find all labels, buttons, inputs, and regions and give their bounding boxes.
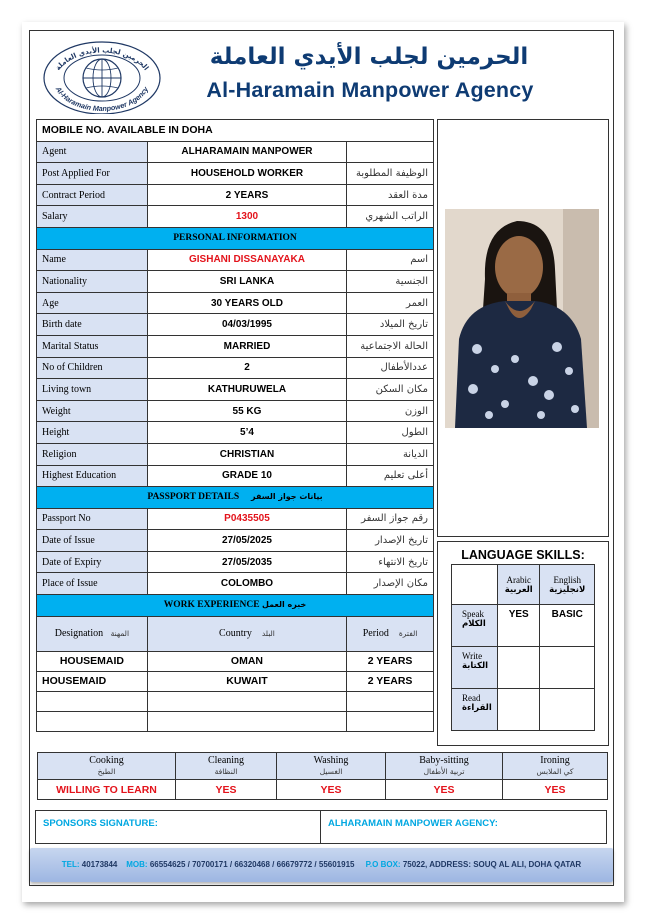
work-header-designation [37, 616, 148, 651]
skill-value-baby-sitting: YES [386, 780, 503, 800]
field-value-salary: 1300 [147, 206, 346, 228]
footer-tel: 40173844 [81, 860, 118, 869]
work-header-country-ar: البلد [261, 629, 275, 639]
lang-english-speak: BASIC [540, 605, 595, 647]
field-label: Place of Issue [37, 573, 148, 595]
field-label: Weight [37, 400, 148, 422]
field-label-ar [347, 141, 434, 163]
field-value-nationality: SRI LANKA [147, 271, 346, 293]
lang-row-label: Read [462, 693, 481, 703]
field-value-date-of-issue: 27/05/2025 [147, 530, 346, 552]
logo-english-text: Al-Haramain Manpower Agency [53, 84, 151, 114]
field-label: Highest Education [37, 465, 148, 487]
section-work-experience [37, 595, 434, 617]
work-header-country-label: Country [219, 628, 252, 640]
field-label-ar: اسم [347, 249, 434, 271]
work-header-period [347, 616, 434, 651]
field-label: Contract Period [37, 184, 148, 206]
field-label-ar: الوزن [347, 400, 434, 422]
lang-corner [452, 565, 498, 605]
field-value-birth-date: 04/03/1995 [147, 314, 346, 336]
field-value-children: 2 [147, 357, 346, 379]
field-label: Agent [37, 141, 148, 163]
lang-row-read [452, 689, 498, 731]
logo-arabic-text: الحرمين لجلب الأيدي العاملة [53, 46, 151, 72]
work-period: 2 YEARS [347, 651, 434, 671]
field-value-post: HOUSEHOLD WORKER [147, 163, 346, 185]
sponsor-signature-label: SPONSORS SIGNATURE: [43, 818, 158, 829]
lang-row-label: Write [462, 651, 483, 661]
field-label-ar: رقم جواز السفر [347, 508, 434, 530]
lang-col-arabic [498, 565, 540, 605]
agency-title-english: Al-Haramain Manpower Agency [206, 78, 534, 102]
agency-logo [41, 38, 163, 114]
applicant-photo [445, 209, 599, 428]
field-label: Passport No [37, 508, 148, 530]
work-header-period-ar: الفترة [398, 629, 418, 639]
field-value-religion: CHRISTIAN [147, 443, 346, 465]
work-country [147, 691, 346, 711]
field-label-ar: مدة العقد [347, 184, 434, 206]
field-label-ar: تاريخ الانتهاء [347, 551, 434, 573]
field-value-name: GISHANI DISSANAYAKA [147, 249, 346, 271]
skill-header-baby-sitting [386, 753, 503, 780]
lang-row-label-ar: الكتابة [462, 661, 489, 671]
field-label-ar: الديانة [347, 443, 434, 465]
skill-value-ironing: YES [503, 780, 608, 800]
work-designation: HOUSEMAID [37, 671, 148, 691]
lang-arabic-speak: YES [498, 605, 540, 647]
field-value-height: 5’4 [147, 422, 346, 444]
skill-header-cooking [38, 753, 176, 780]
field-value-living-town: KATHURUWELA [147, 379, 346, 401]
field-label: Height [37, 422, 148, 444]
footer-po-label: P.O BOX: [365, 860, 401, 869]
lang-row-write [452, 647, 498, 689]
language-skills-title: LANGUAGE SKILLS: [461, 548, 585, 562]
field-value-age: 30 YEARS OLD [147, 292, 346, 314]
field-label-ar: تاريخ الإصدار [347, 530, 434, 552]
field-value-marital-status: MARRIED [147, 335, 346, 357]
skill-name: Baby-sitting [419, 755, 469, 766]
lang-col-arabic-label: Arabic [506, 574, 531, 585]
work-header-period-label: Period [362, 628, 389, 640]
lang-col-english [540, 565, 595, 605]
work-title-ar: خبره العمل [261, 600, 307, 610]
skill-name: Washing [313, 755, 349, 766]
field-label: Post Applied For [37, 163, 148, 185]
section-passport-details [37, 487, 434, 509]
footer-mob: 66554625 / 70700171 / 66320468 / 66679772 / 55601915 [149, 860, 355, 869]
field-value-weight: 55 KG [147, 400, 346, 422]
section-personal-information: PERSONAL INFORMATION [37, 227, 434, 249]
field-label: Living town [37, 379, 148, 401]
passport-title-ar: بيانات جواز السفر [251, 492, 323, 502]
lang-col-english-ar: لانجليزية [549, 584, 586, 595]
skill-header-washing [277, 753, 386, 780]
skill-header-ironing [503, 753, 608, 780]
skill-name: Cooking [89, 755, 124, 766]
skill-header-cleaning [176, 753, 277, 780]
field-label-ar: الطول [347, 422, 434, 444]
lang-arabic-write [498, 647, 540, 689]
lang-row-label: Speak [462, 609, 484, 619]
field-label: Date of Issue [37, 530, 148, 552]
work-header-designation-ar: المهنة [110, 629, 130, 639]
applicant-details-table [36, 119, 434, 732]
skill-name-ar: الطبخ [97, 767, 116, 776]
lang-col-english-label: English [553, 574, 581, 585]
field-label: Religion [37, 443, 148, 465]
skill-value-washing: YES [277, 780, 386, 800]
field-label-ar: الراتب الشهري [347, 206, 434, 228]
lang-col-arabic-ar: العربية [504, 584, 533, 595]
work-header-country [147, 616, 346, 651]
field-value-passport-no: P0435505 [147, 508, 346, 530]
passport-title: PASSPORT DETAILS [147, 492, 240, 503]
agency-signature-label: ALHARAMAIN MANPOWER AGENCY: [328, 818, 498, 829]
field-label: Salary [37, 206, 148, 228]
lang-english-read [540, 689, 595, 731]
skill-name: Ironing [540, 755, 570, 766]
lang-row-label-ar: القراءة [462, 703, 492, 713]
field-label-ar: أعلى تعليم [347, 465, 434, 487]
skill-name-ar: تربية الأطفال [423, 767, 465, 776]
work-country: KUWAIT [147, 671, 346, 691]
work-designation: HOUSEMAID [37, 651, 148, 671]
field-label: Name [37, 249, 148, 271]
field-label-ar: الحالة الاجتماعية [347, 335, 434, 357]
agency-title-arabic: الحرمين لجلب الأيدي العاملة [209, 44, 529, 70]
lang-row-speak [452, 605, 498, 647]
work-period: 2 YEARS [347, 671, 434, 691]
field-value-agent: ALHARAMAIN MANPOWER [147, 141, 346, 163]
skill-name-ar: كي الملابس [536, 767, 574, 776]
field-label-ar: عددالأطفال [347, 357, 434, 379]
footer-po: 75022, ADDRESS: SOUQ AL ALI, DOHA QATAR [402, 860, 582, 869]
field-value-place-of-issue: COLOMBO [147, 573, 346, 595]
work-country: OMAN [147, 651, 346, 671]
work-period [347, 691, 434, 711]
skill-value-cleaning: YES [176, 780, 277, 800]
field-label: Date of Expiry [37, 551, 148, 573]
skill-name: Cleaning [207, 755, 245, 766]
skills-table [37, 752, 608, 800]
work-designation [37, 691, 148, 711]
lang-english-write [540, 647, 595, 689]
field-label: Age [37, 292, 148, 314]
field-label: No of Children [37, 357, 148, 379]
field-value-date-of-expiry: 27/05/2035 [147, 551, 346, 573]
mobile-note: MOBILE NO. AVAILABLE IN DOHA [37, 120, 434, 142]
field-label-ar: الوظيفة المطلوبة [347, 163, 434, 185]
work-period [347, 711, 434, 731]
work-designation [37, 711, 148, 731]
footer-tel-label: TEL: [61, 860, 80, 869]
skill-name-ar: النظافة [214, 767, 238, 776]
skill-value-cooking: WILLING TO LEARN [38, 780, 176, 800]
field-label-ar: مكان الإصدار [347, 573, 434, 595]
field-value-contract: 2 YEARS [147, 184, 346, 206]
field-label-ar: الجنسية [347, 271, 434, 293]
lang-row-label-ar: الكلام [462, 619, 486, 629]
footer-contact [30, 860, 613, 869]
work-country [147, 711, 346, 731]
field-label-ar: مكان السكن [347, 379, 434, 401]
field-value-education: GRADE 10 [147, 465, 346, 487]
footer-mob-label: MOB: [126, 860, 148, 869]
field-label: Nationality [37, 271, 148, 293]
skill-name-ar: الغسيل [319, 767, 343, 776]
work-title: WORK EXPERIENCE [163, 600, 260, 611]
field-label-ar: تاريخ الميلاد [347, 314, 434, 336]
field-label: Birth date [37, 314, 148, 336]
language-skills-table [451, 564, 595, 731]
field-label: Marital Status [37, 335, 148, 357]
signature-divider [320, 810, 321, 844]
lang-arabic-read [498, 689, 540, 731]
work-header-designation-label: Designation [54, 628, 104, 640]
field-label-ar: العمر [347, 292, 434, 314]
